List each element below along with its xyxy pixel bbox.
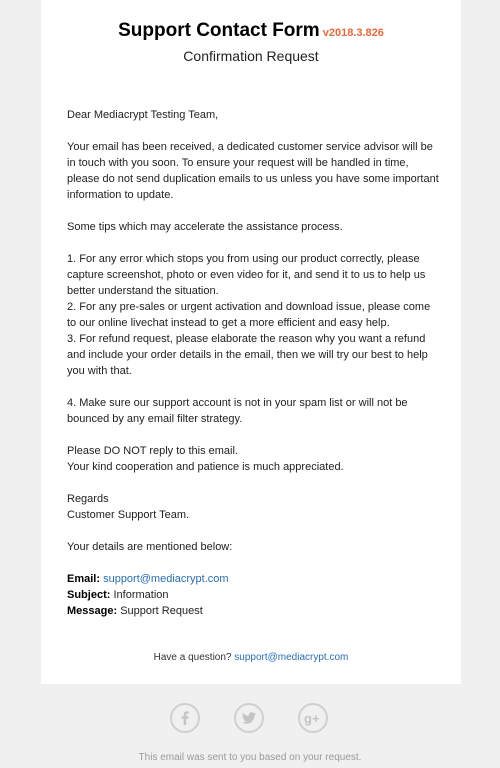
detail-email-link[interactable]: support@mediacrypt.com [103,573,229,585]
no-reply-notice: Please DO NOT reply to this email. [67,445,238,457]
question-text: Have a question? [153,652,232,663]
signature: Customer Support Team. [67,509,190,521]
detail-email [67,571,439,587]
detail-message [67,603,439,619]
email-card [41,0,461,684]
page-subtitle: Confirmation Request [183,48,319,64]
thanks-line: Your kind cooperation and patience is much appreciated. [67,461,344,473]
google-plus-icon[interactable] [298,703,328,733]
detail-email-label: Email: [67,573,101,585]
detail-subject [67,587,439,603]
question-email-link[interactable]: support@mediacrypt.com [234,652,349,663]
svg-text:g+: g+ [304,711,320,726]
version-label: v2018.3.826 [322,27,384,39]
social-links [0,703,500,737]
tip-4: 4. Make sure our support account is not in your spam list or will not be bounced by any email filter strategy. [67,397,408,425]
google-plus-glyph [304,710,322,726]
greeting: Dear Mediacrypt Testing Team, [67,109,219,121]
email-body [67,107,439,619]
intro-paragraph: Your email has been received, a dedicated customer service advisor will be in touch with you soon. To ensure your request will be handled in time, please do not send duplication emails to us unless you have some important information to update. [67,141,439,201]
header [41,20,461,42]
details-intro: Your details are mentioned below: [67,541,233,553]
question-line [41,652,461,663]
regards-line: Regards [67,493,109,505]
page-title: Support Contact Form [118,20,320,41]
tip-2: 2. For any pre-sales or urgent activation and download issue, please come to our online livechat instead to get a more efficient and easy help. [67,301,431,329]
detail-message-label: Message: [67,605,118,617]
twitter-icon[interactable] [234,703,264,733]
twitter-glyph [241,710,257,726]
detail-subject-value: Information [113,589,169,601]
tips-intro: Some tips which may accelerate the assistance process. [67,221,343,233]
footer-note: This email was sent to you based on your request. [138,752,362,763]
facebook-icon[interactable] [170,703,200,733]
detail-subject-label: Subject: [67,589,111,601]
detail-message-value: Support Request [120,605,203,617]
tip-1: 1. For any error which stops you from using our product correctly, please capture screenshot, photo or even video for it, and send it to us to help us better understand the situation. [67,253,426,297]
facebook-glyph [177,710,193,726]
tip-3: 3. For refund request, please elaborate the reason why you want a refund and include your order details in the email, then we will try our best to help you with that. [67,333,428,377]
